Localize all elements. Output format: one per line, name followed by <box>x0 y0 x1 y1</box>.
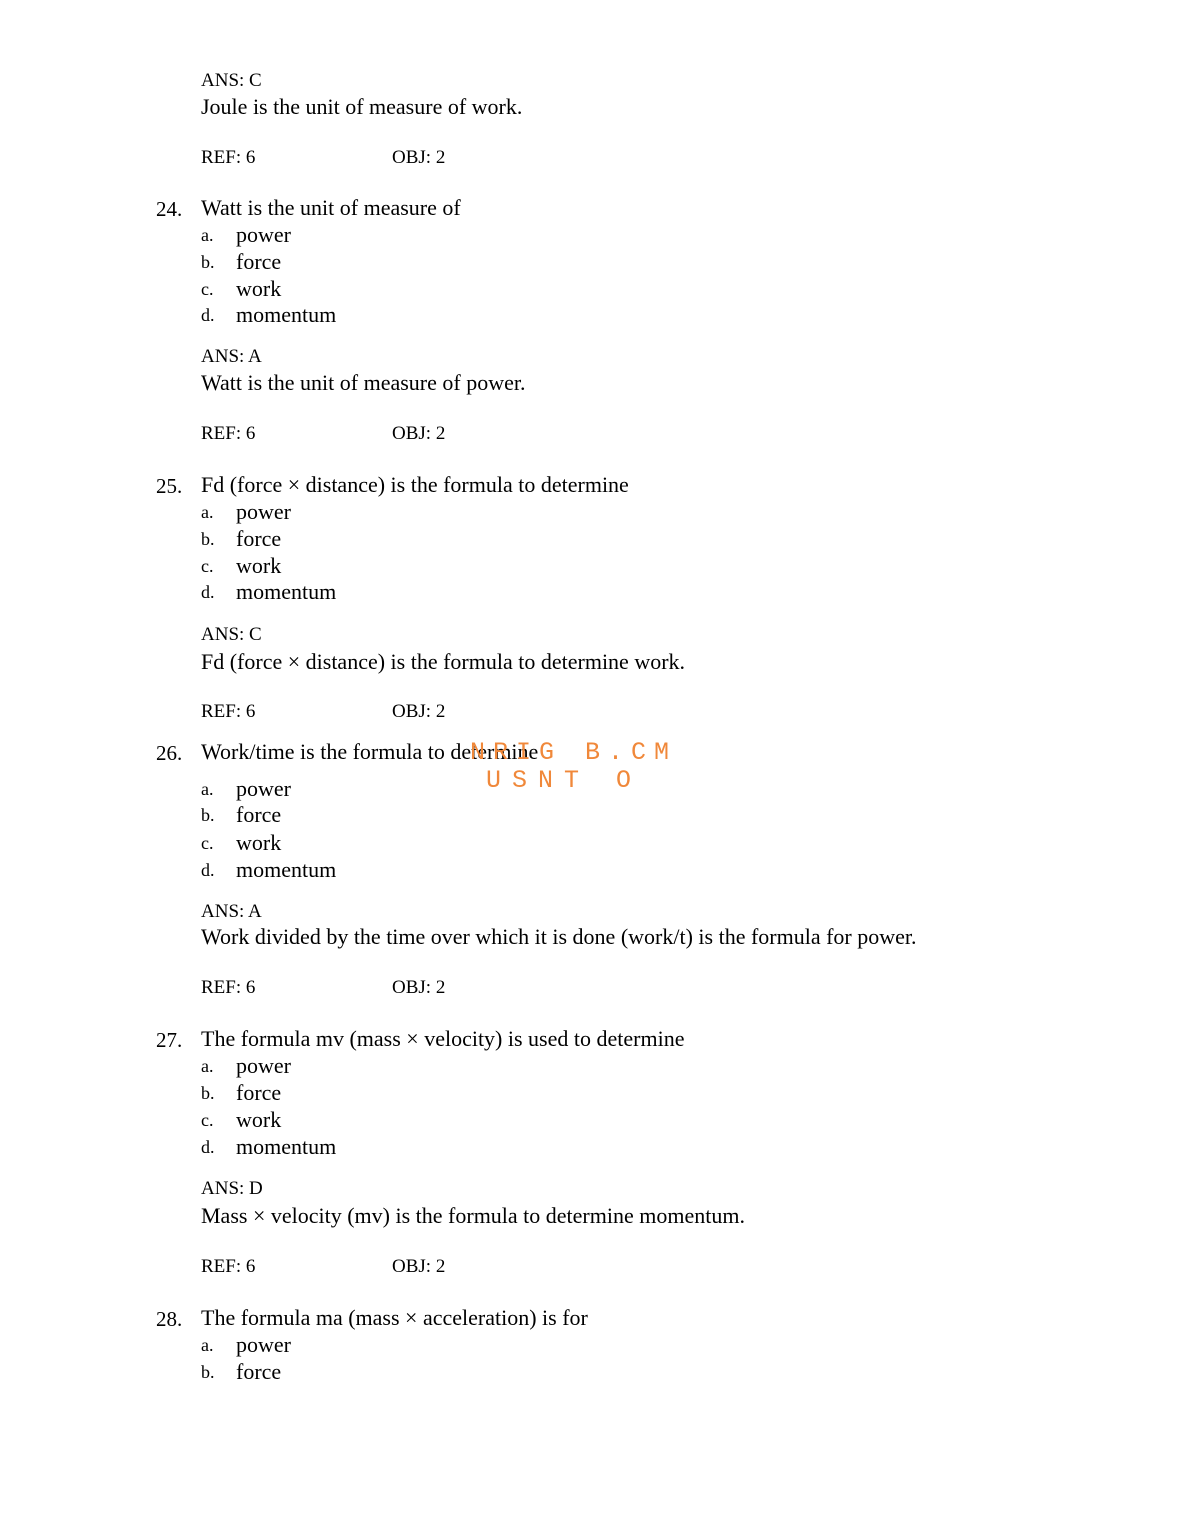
question-number: 25. <box>156 474 183 498</box>
option-letter: d. <box>201 582 215 602</box>
option-letter: a. <box>201 779 214 799</box>
option-text: power <box>236 1053 291 1078</box>
answer-key: ANS: D <box>201 1178 263 1199</box>
option-letter: b. <box>201 529 215 549</box>
option-letter: b. <box>201 1083 215 1103</box>
option-letter: d. <box>201 305 215 325</box>
objective: OBJ: 2 <box>392 977 446 998</box>
option-letter: c. <box>201 1110 214 1130</box>
question-number: 24. <box>156 197 183 221</box>
option-text: force <box>236 1359 282 1384</box>
objective: OBJ: 2 <box>392 1256 446 1277</box>
option-text: momentum <box>236 857 337 882</box>
watermark-line-1: NRIG B.CM <box>470 738 678 767</box>
reference: REF: 6 <box>201 701 256 722</box>
option-text: power <box>236 499 291 524</box>
question-stem: The formula ma (mass × acceleration) is for <box>201 1305 588 1330</box>
question-stem: The formula mv (mass × velocity) is used to determine <box>201 1026 685 1051</box>
option-letter: c. <box>201 833 214 853</box>
option-text: power <box>236 1332 291 1357</box>
question-stem: Work/time is the formula to determine <box>201 739 539 764</box>
objective: OBJ: 2 <box>392 701 446 722</box>
answer-key: ANS: A <box>201 346 262 367</box>
option-text: force <box>236 802 282 827</box>
option-text: force <box>236 526 282 551</box>
option-text: work <box>236 553 282 578</box>
watermark-line-2: USNT O <box>486 766 643 795</box>
question-number: 28. <box>156 1307 183 1331</box>
option-letter: a. <box>201 502 214 522</box>
option-letter: a. <box>201 1056 214 1076</box>
reference: REF: 6 <box>201 977 256 998</box>
answer-explanation: Watt is the unit of measure of power. <box>201 370 526 395</box>
option-text: power <box>236 222 291 247</box>
answer-key: ANS: C <box>201 70 262 91</box>
option-text: work <box>236 830 282 855</box>
objective: OBJ: 2 <box>392 423 446 444</box>
option-text: work <box>236 276 282 301</box>
answer-key: ANS: C <box>201 624 262 645</box>
answer-explanation: Fd (force × distance) is the formula to determine work. <box>201 649 686 674</box>
reference: REF: 6 <box>201 147 256 168</box>
question-number: 26. <box>156 741 183 765</box>
answer-key: ANS: A <box>201 901 262 922</box>
option-letter: b. <box>201 1362 215 1382</box>
reference: REF: 6 <box>201 1256 256 1277</box>
reference: REF: 6 <box>201 423 256 444</box>
option-text: power <box>236 776 291 801</box>
option-text: momentum <box>236 579 337 604</box>
option-letter: a. <box>201 225 214 245</box>
answer-explanation: Joule is the unit of measure of work. <box>201 94 523 119</box>
option-text: force <box>236 1080 282 1105</box>
option-letter: a. <box>201 1335 214 1355</box>
option-text: work <box>236 1107 282 1132</box>
option-letter: d. <box>201 1137 215 1157</box>
option-letter: c. <box>201 556 214 576</box>
answer-explanation: Mass × velocity (mv) is the formula to determine momentum. <box>201 1203 745 1228</box>
objective: OBJ: 2 <box>392 147 446 168</box>
question-stem: Fd (force × distance) is the formula to determine <box>201 472 629 497</box>
option-letter: b. <box>201 252 215 272</box>
answer-explanation: Work divided by the time over which it is done (work/t) is the formula for power. <box>201 924 917 949</box>
option-text: momentum <box>236 302 337 327</box>
question-stem: Watt is the unit of measure of <box>201 195 461 220</box>
option-letter: b. <box>201 805 215 825</box>
option-text: force <box>236 249 282 274</box>
option-letter: c. <box>201 279 214 299</box>
question-number: 27. <box>156 1028 183 1052</box>
option-text: momentum <box>236 1134 337 1159</box>
option-letter: d. <box>201 860 215 880</box>
